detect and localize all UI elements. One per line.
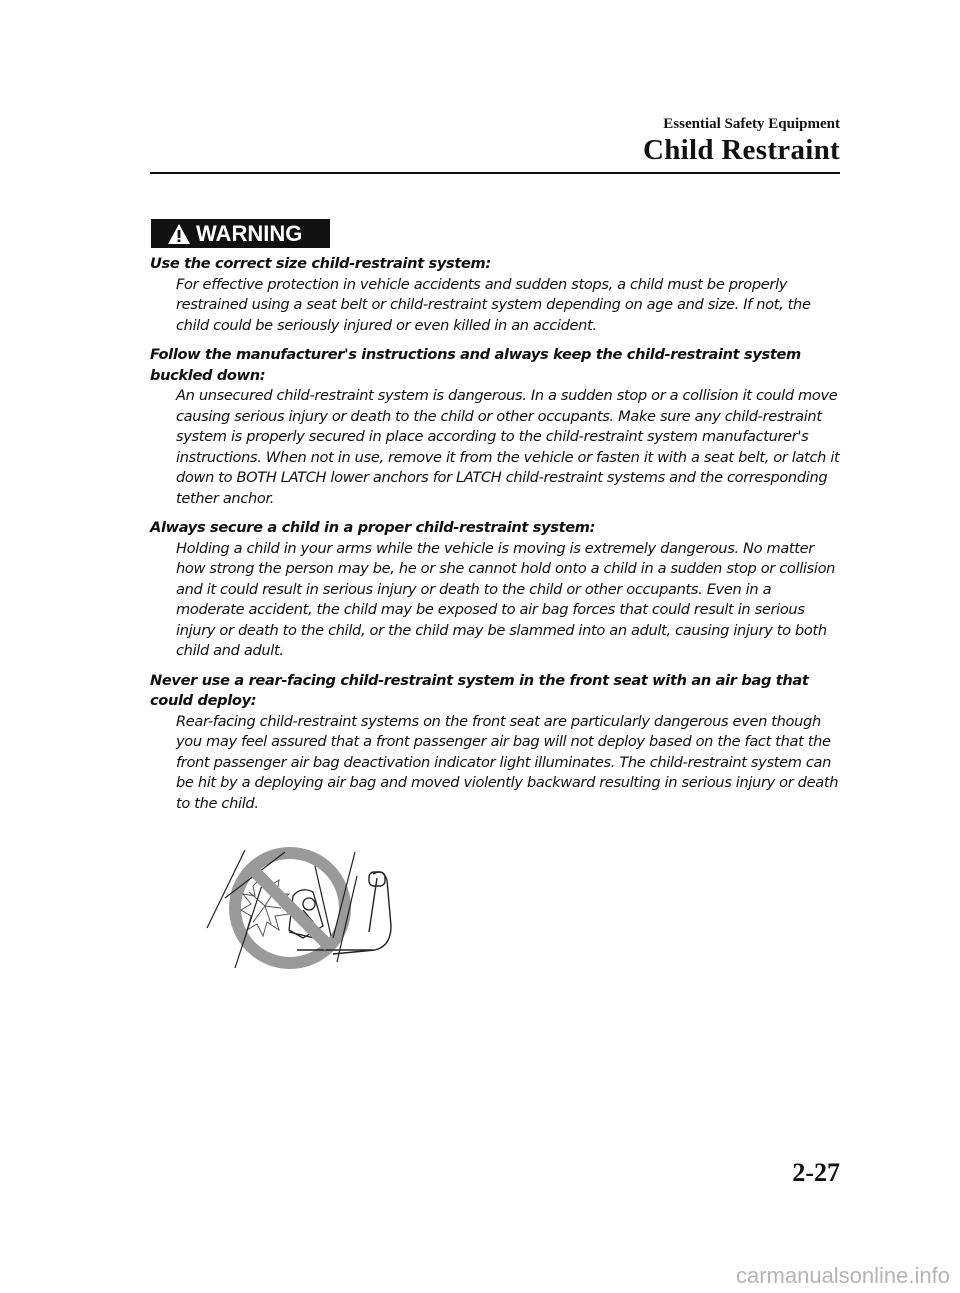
warning-label: WARNING bbox=[196, 220, 303, 246]
warning-entry bbox=[150, 671, 840, 815]
entry-body: For effective protection in vehicle accidents and sudden stops, a child must be properly restrained using a seat belt or child-restraint system depending on age and size. If not, the child could be seriously injured or even killed in an accident. bbox=[176, 275, 811, 334]
entry-body: Holding a child in your arms while the vehicle is moving is extremely dangerous. No matter how strong the person may be, he or she cannot hold onto a child in a sudden stop or collision and it could result in serious injury or death to the child or other occupants. Even in a moderate accident, the child may be exposed to air bag forces that could result in serious injury or death to the child, or the child may be slammed into an adult, causing injury to both child and adult. bbox=[176, 539, 836, 659]
entry-body: Rear-facing child-restraint systems on the front seat are particularly dangerous even though you may feel assured that a front passenger air bag will not deploy based on the fact that the front passenger air bag deactivation indicator light illuminates. The child-restraint system can be hit by a deploying air bag and moved violently backward resulting in serious injury or death to the child. bbox=[176, 712, 839, 812]
warning-entry bbox=[150, 345, 840, 509]
entry-heading: Use the correct size child-restraint system: bbox=[150, 255, 491, 272]
warning-entry bbox=[150, 254, 840, 336]
warning-triangle-icon bbox=[167, 223, 191, 245]
entry-body: An unsecured child-restraint system is dangerous. In a sudden stop or a collision it could move causing serious injury or death to the child or other occupants. Make sure any child-restraint system is properly secured in place according to the child-restraint system manufacturer's instructions. When not in use, remove it from the vehicle or fasten it with a seat belt, or latch it down to BOTH LATCH lower anchors for LATCH child-restraint systems and the corresponding tether anchor. bbox=[176, 387, 840, 507]
entry-heading: Never use a rear-facing child-restraint system in the front seat with an air bag that could deploy: bbox=[150, 671, 809, 709]
warning-banner bbox=[151, 219, 330, 248]
entry-heading: Follow the manufacturer's instructions and always keep the child-restraint system buckled down: bbox=[150, 346, 801, 384]
warning-entry bbox=[150, 518, 840, 662]
entry-heading: Always secure a child in a proper child-restraint system: bbox=[150, 519, 596, 536]
page-number: 2-27 bbox=[792, 1158, 840, 1187]
header-divider bbox=[150, 172, 840, 174]
no-rear-facing-seat-illustration bbox=[205, 846, 410, 976]
chapter-title: Child Restraint bbox=[642, 134, 840, 166]
section-label: Essential Safety Equipment bbox=[663, 116, 840, 132]
warning-content bbox=[150, 254, 840, 823]
watermark: carmanualsonline.info bbox=[735, 1263, 950, 1288]
